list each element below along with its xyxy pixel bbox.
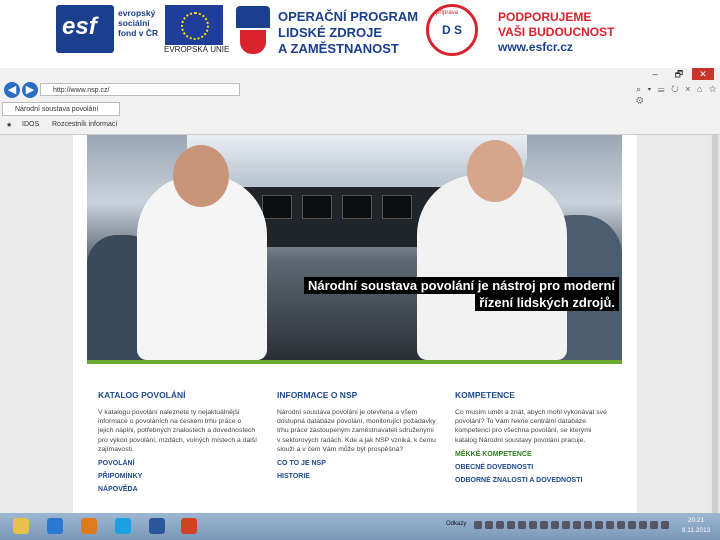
address-row bbox=[0, 80, 720, 105]
favorite-idos[interactable]: IDOS bbox=[22, 121, 40, 128]
op-lzz-logo bbox=[236, 6, 270, 54]
taskbar-outlook-icon[interactable] bbox=[76, 515, 102, 537]
favorite-rozcestnik[interactable]: Rozcestník informací bbox=[52, 121, 118, 128]
nsp-page bbox=[73, 135, 637, 513]
taskbar-clock[interactable]: 20:21 9.11.2013 bbox=[681, 517, 711, 534]
close-button[interactable]: ✕ bbox=[692, 68, 714, 80]
column-kompetence bbox=[455, 390, 615, 484]
link-napoveda[interactable]: NÁPOVĚDA bbox=[98, 486, 138, 494]
link-pripominky[interactable]: PŘIPOMÍNKY bbox=[98, 473, 143, 481]
favorites-bar bbox=[0, 118, 720, 135]
tray-label[interactable]: Odkazy bbox=[446, 521, 467, 527]
taskbar-powerpoint-icon[interactable] bbox=[176, 515, 202, 537]
op-lzz-text: OPERAČNÍ PROGRAM LIDSKÉ ZDROJE A ZAMĚSTNANOST bbox=[278, 9, 419, 56]
toolbar-icons[interactable]: ⌕ ▾ ☰ ↻ × ⌂ ☆ ⚙ bbox=[636, 84, 719, 105]
esf-banner bbox=[0, 0, 720, 68]
esf-logo-text: evropský sociální fond v ČR bbox=[118, 8, 159, 38]
taskbar-word-icon[interactable] bbox=[144, 515, 170, 537]
vertical-scrollbar[interactable] bbox=[710, 135, 720, 513]
esf-logo: esf bbox=[56, 5, 114, 53]
tab-nsp[interactable]: Národní soustava povolání bbox=[2, 102, 120, 116]
eu-label: EVROPSKÁ UNIE bbox=[164, 45, 230, 54]
link-co-to-je-nsp[interactable]: CO TO JE NSP bbox=[277, 460, 326, 468]
column-title[interactable]: INFORMACE O NSP bbox=[277, 390, 358, 400]
eu-flag-icon bbox=[165, 5, 223, 45]
taskbar-skype-icon[interactable] bbox=[110, 515, 136, 537]
column-katalog bbox=[98, 390, 258, 493]
restore-button[interactable]: 🗗 bbox=[674, 69, 684, 79]
back-button[interactable]: ◀ bbox=[4, 82, 20, 98]
system-tray-icons[interactable] bbox=[474, 521, 669, 529]
link-odborne-znalosti[interactable]: ODBORNÉ ZNALOSTI A DOVEDNOSTI bbox=[455, 476, 583, 484]
taskbar-explorer-icon[interactable] bbox=[8, 515, 34, 537]
ds-seal-logo: D S bbox=[426, 4, 478, 56]
tab-strip bbox=[0, 100, 720, 118]
page-viewport bbox=[0, 135, 710, 513]
window-controls bbox=[644, 68, 714, 80]
link-historie[interactable]: HISTORIE bbox=[277, 473, 310, 481]
column-text: Co musím umět a znát, abych mohl vykonávat své povolání? To Vám řekne centrální databáze kompetencí pro všechna povolání, se kterými katalog Národní soustavy povolání pracuje. bbox=[455, 409, 607, 444]
column-title[interactable]: KOMPETENCE bbox=[455, 390, 515, 400]
forward-button[interactable]: ▶ bbox=[22, 82, 38, 98]
column-text: Národní soustava povolání je otevřena a všem dostupná databáze povolání, monitorující požadavky trhu práce zastoupeným zaměstnavateli sdruženými v sektorových radách. Kde a jak NSP vzniká, k čemu slouží a v čem Vám může být prospěšná? bbox=[277, 409, 436, 453]
hero-divider bbox=[87, 360, 622, 364]
link-mekke-kompetence[interactable]: MĚKKÉ KOMPETENCE bbox=[455, 450, 532, 458]
minimize-button[interactable]: – bbox=[652, 69, 658, 79]
support-url: www.esfcr.cz bbox=[498, 40, 573, 54]
cockpit-hero-image bbox=[87, 135, 622, 360]
link-obecne-dovednosti[interactable]: OBECNÉ DOVEDNOSTI bbox=[455, 463, 534, 471]
support-slogan: PODPORUJEME VAŠI BUDOUCNOST www.esfcr.cz bbox=[498, 10, 615, 54]
column-title[interactable]: KATALOG POVOLÁNÍ bbox=[98, 390, 186, 400]
column-text: V katalogu povolání naleznete ty nejaktuálnější informace o povoláních na českém trhu práce o jejich náplni, potřebných znalostech a dovednostech pro výkon povolání, mzdách, volných místech a další zajímavosti. bbox=[98, 409, 258, 453]
link-povolani[interactable]: POVOLÁNÍ bbox=[98, 460, 135, 468]
address-bar[interactable]: http://www.nsp.cz/ bbox=[40, 83, 240, 96]
column-informace bbox=[277, 390, 437, 480]
hero-slogan: Národní soustava povolání je nástroj pro moderní řízení lidských zdrojů. bbox=[299, 277, 619, 311]
taskbar-ie-icon[interactable] bbox=[42, 515, 68, 537]
favorites-star-icon[interactable]: ★ bbox=[6, 122, 13, 129]
windows-taskbar bbox=[0, 513, 720, 540]
ds-seal-ring-text: příprava bbox=[436, 10, 459, 16]
